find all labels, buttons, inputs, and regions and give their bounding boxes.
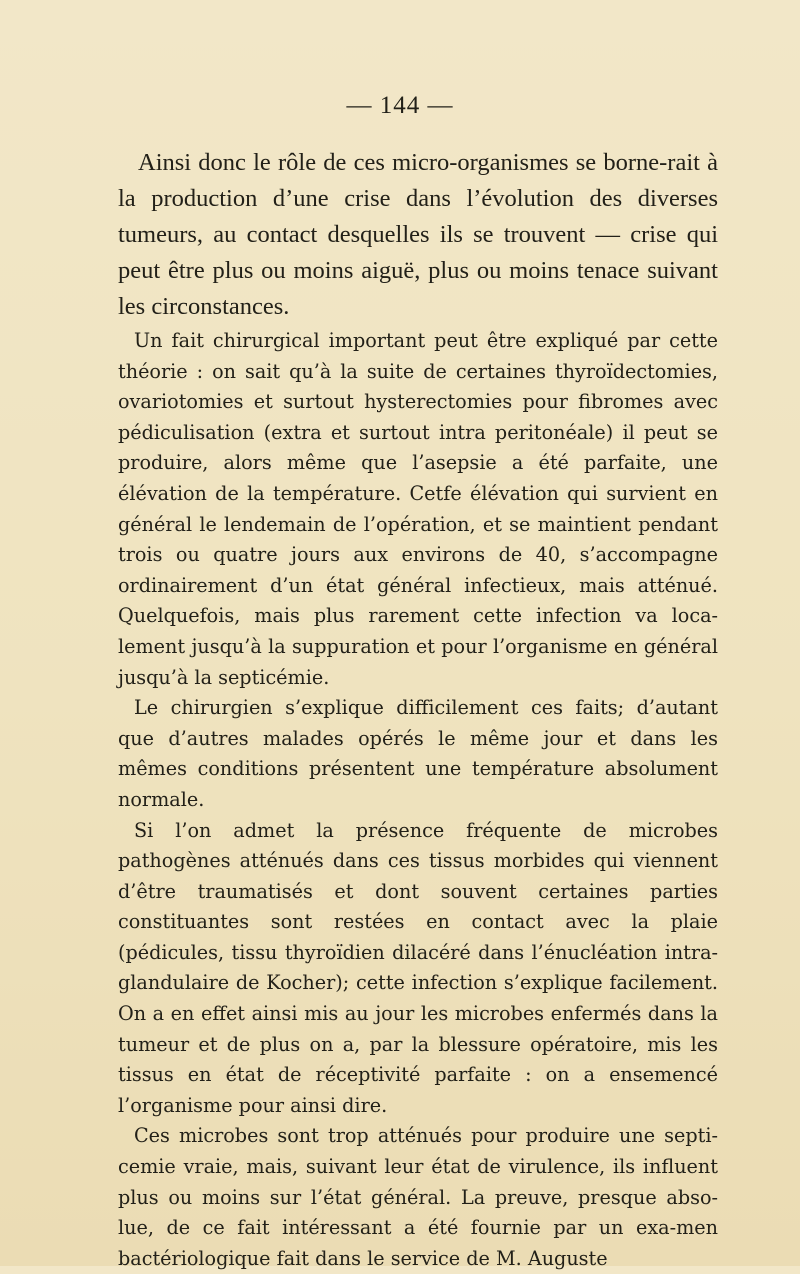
intro-paragraph: Ainsi donc le rôle de ces micro-organismes se borne-rait à la production d’une crise dans l’évolution des diverses tumeurs, au contact desquelles ils se trouvent — crise qui peut être plus ou moins aiguë, plus ou moins tenace suivant les circonstances. bbox=[118, 149, 718, 320]
body-paragraph: Le chirurgien s’explique difficilement ces faits; d’autant que d’autres malades opérés le même jour et dans les mêmes conditions présentent une température absolument normale. bbox=[118, 696, 718, 811]
body-paragraph: Ces microbes sont trop atténués pour produire une septi-cemie vraie, mais, suivant leur état de virulence, ils influent plus ou moins sur l’état général. La preuve, presque abso-lue, de ce fait intéressant a été fournie par un exa-men bactériologique fait dans le service de M. Auguste bbox=[118, 1124, 718, 1270]
intro-section bbox=[118, 145, 718, 325]
page-number: — 144 — bbox=[346, 92, 454, 119]
body-paragraph: Si l’on admet la présence fréquente de microbes pathogènes atténués dans ces tissus morbides qui viennent d’être traumatisés et dont souvent certaines parties constituantes sont restées en contact avec la plaie (pédicules, tissu thyroïdien dilacéré dans l’énucléation intra-glandulaire de Kocher); cette infection s’explique facilement. On a en effet ainsi mis au jour les microbes enfermés dans la tumeur et de plus on a, par la blessure opératoire, mis les tissus en état de réceptivité parfaite : on a ensemencé l’organisme pour ainsi dire. bbox=[118, 818, 718, 1117]
body-section bbox=[118, 326, 718, 1274]
body-paragraph: Un fait chirurgical important peut être expliqué par cette théorie : on sait qu’à la suite de certaines thyroïdectomies, ovariotomies et surtout hysterectomies pour fibromes avec pédiculisation (extra et surtout intra peritonéale) il peut se produire, alors même que l’asepsie a été parfaite, une élévation de la température. Cetfe élévation qui survient en général le lendemain de l’opération, et se maintient pendant trois ou quatre jours aux environs de 40, s’accompagne ordinairement d’un état général infectieux, mais atténué. Quelquefois, mais plus rarement cette infection va loca-lement jusqu’à la suppuration et pour l’organisme en général jusqu’à la septicémie. bbox=[118, 329, 718, 689]
